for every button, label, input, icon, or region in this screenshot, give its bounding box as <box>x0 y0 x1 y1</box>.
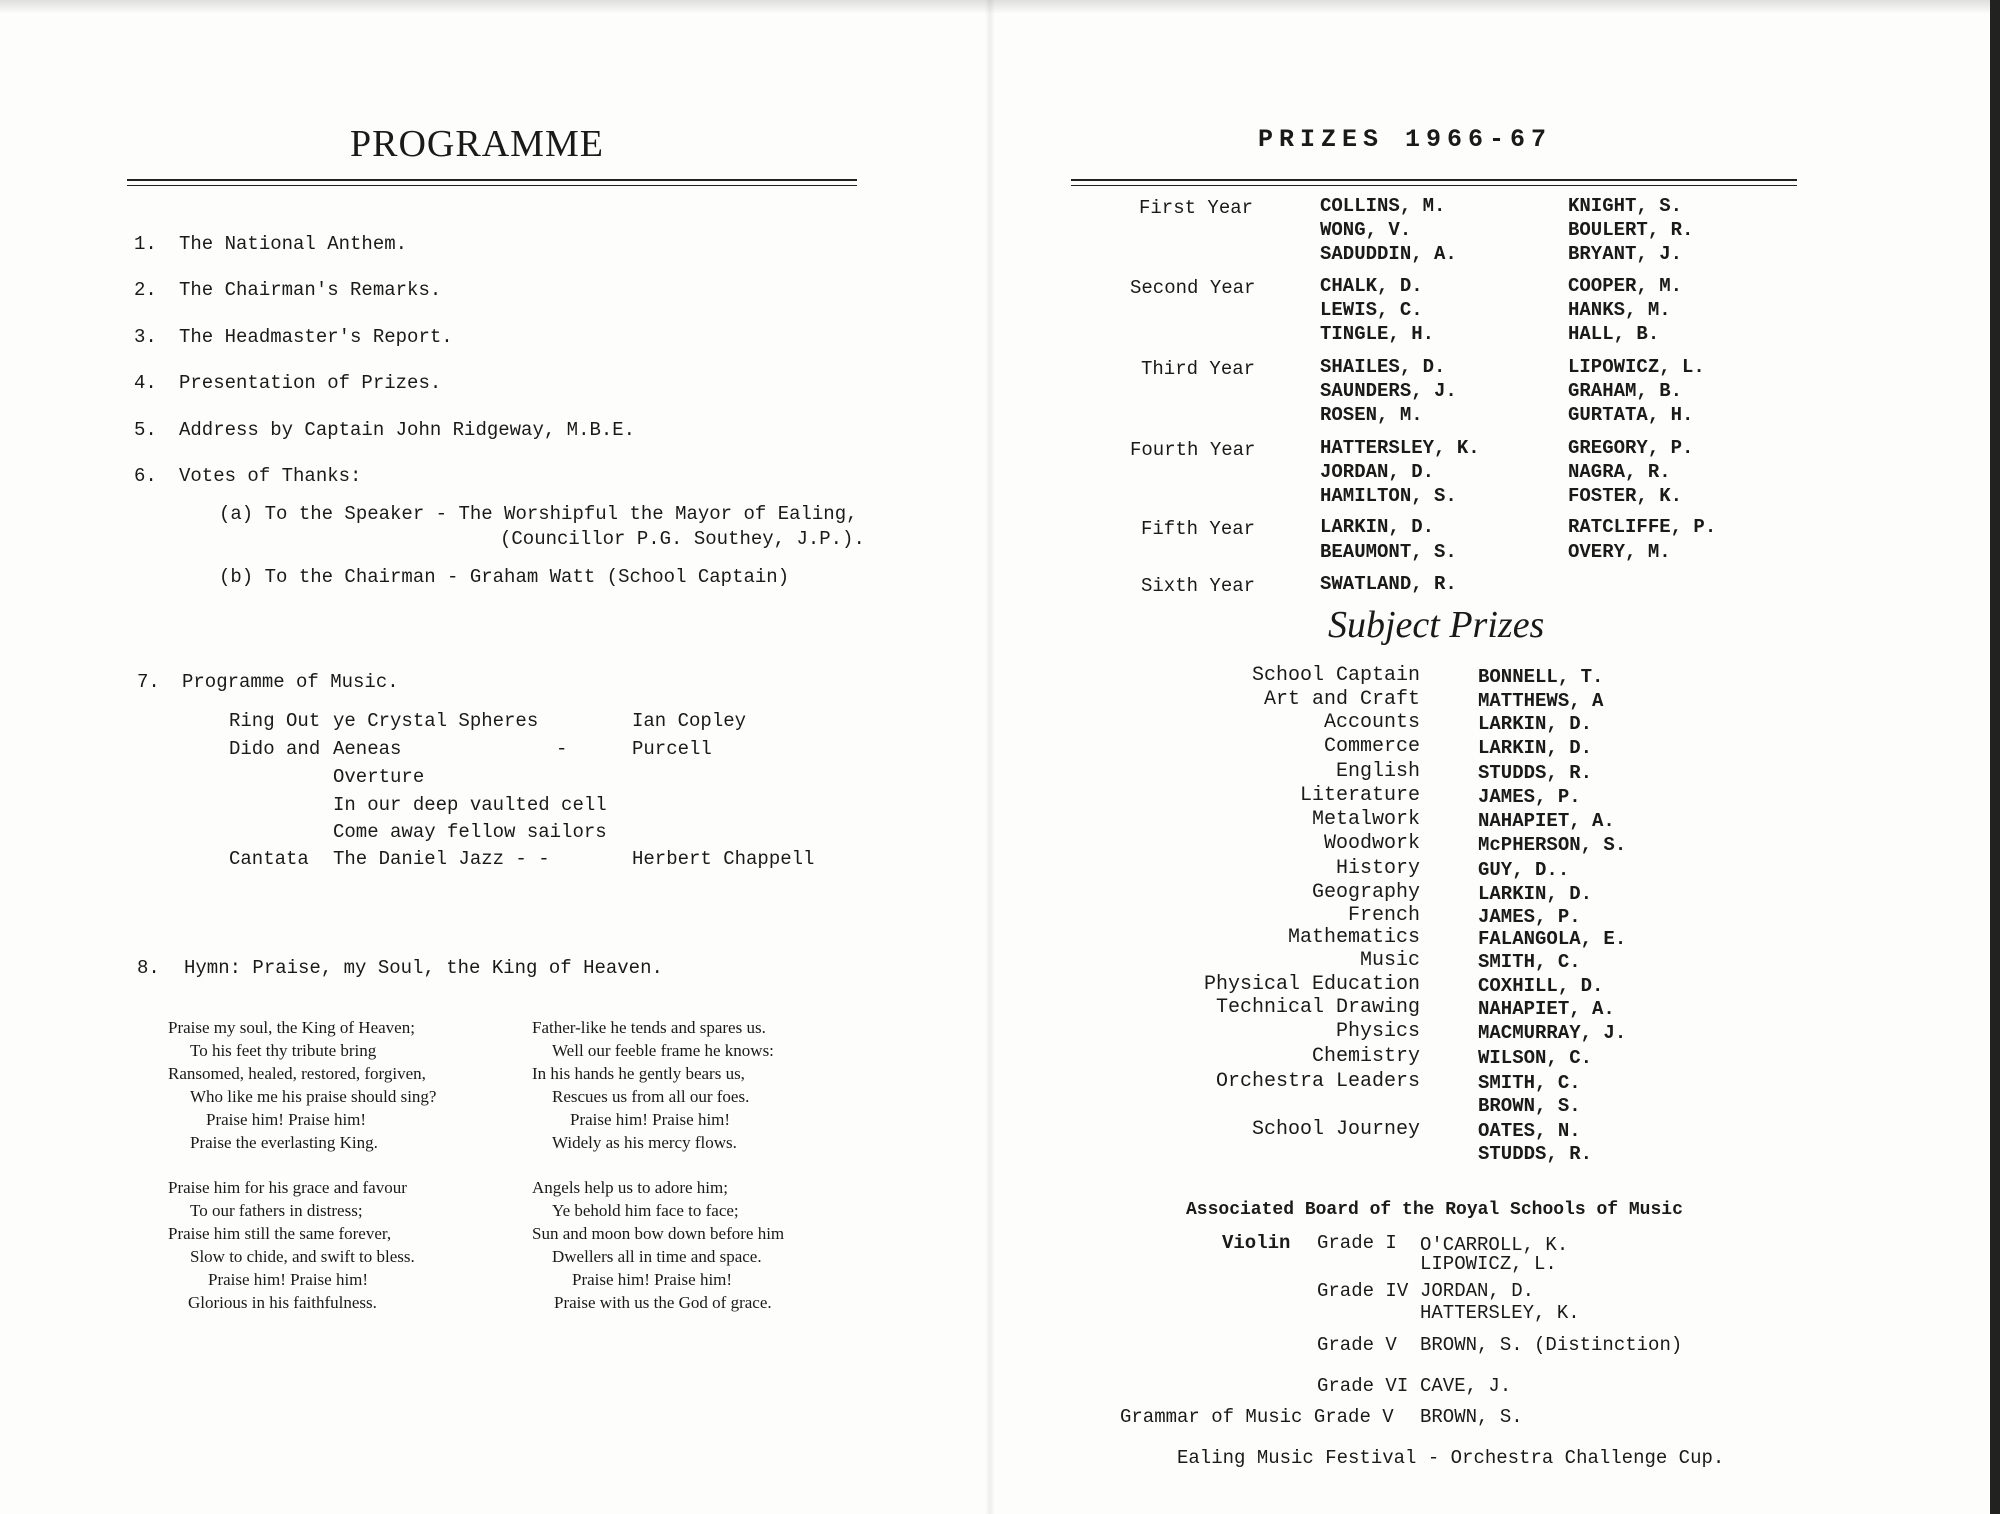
prize-name: GRAHAM, B. <box>1568 380 1683 402</box>
hymn-line: Praise him still the same forever, <box>168 1224 392 1243</box>
hymn-line: Praise him! Praise him! <box>208 1270 369 1289</box>
prize-name: RATCLIFFE, P. <box>1568 516 1717 538</box>
subject-winner: BONNELL, T. <box>1478 666 1604 688</box>
subject-label: Music <box>1359 949 1420 972</box>
prize-name: COLLINS, M. <box>1320 195 1446 217</box>
hymn-title: Hymn: Praise, my Soul, the King of Heaven. <box>184 957 663 979</box>
music-number: 7. <box>137 671 160 693</box>
subject-winner: BROWN, S. <box>1478 1095 1581 1117</box>
item-text: The Chairman's Remarks. <box>179 279 442 301</box>
page-shadow-top <box>0 0 2000 14</box>
subject-winner: MATTHEWS, A <box>1478 690 1604 712</box>
grade-name: JORDAN, D. <box>1420 1280 1535 1302</box>
prize-name: LARKIN, D. <box>1320 516 1435 538</box>
hymn-line: Who like me his praise should sing? <box>190 1087 437 1106</box>
music-col2: Aeneas <box>333 738 402 760</box>
subject-label: Art and Craft <box>1263 688 1420 711</box>
subject-winner: FALANGOLA, E. <box>1478 928 1627 950</box>
subject-winner: JAMES, P. <box>1478 906 1581 928</box>
prize-name: ROSEN, M. <box>1320 404 1423 426</box>
grade-name: BROWN, S. (Distinction) <box>1420 1334 1683 1356</box>
hymn-line: Praise him for his grace and favour <box>168 1178 407 1197</box>
prize-name: HANKS, M. <box>1568 299 1671 321</box>
hymn-line: Glorious in his faithfulness. <box>188 1293 377 1312</box>
subject-winner: OATES, N. <box>1478 1120 1581 1142</box>
year-label: Fourth Year <box>1130 439 1256 461</box>
subject-winner: McPHERSON, S. <box>1478 834 1627 856</box>
music-col2: In our deep vaulted cell <box>333 794 607 816</box>
subject-label: Physical Education <box>1203 973 1420 996</box>
year-label: Second Year <box>1130 277 1256 299</box>
title-rule-top <box>127 179 857 181</box>
subject-winner: STUDDS, R. <box>1478 762 1593 784</box>
item-text: The Headmaster's Report. <box>179 326 453 348</box>
title-rule-bottom <box>127 185 857 186</box>
grade-label: Grade VI <box>1317 1375 1409 1397</box>
prize-name: KNIGHT, S. <box>1568 195 1683 217</box>
subject-winner: SMITH, C. <box>1478 951 1581 973</box>
grammar-label: Grammar of Music Grade V <box>1120 1406 1394 1428</box>
hymn-line: Rescues us from all our foes. <box>552 1087 750 1106</box>
subject-winner: GUY, D.. <box>1478 859 1570 881</box>
music-col4: Purcell <box>632 738 712 760</box>
hymn-line: Praise him! Praise him! <box>206 1110 367 1129</box>
programme-title: PROGRAMME <box>350 123 604 165</box>
item-number: 4. <box>134 372 157 394</box>
prize-name: NAGRA, R. <box>1568 461 1671 483</box>
hymn-line: Ye behold him face to face; <box>552 1201 739 1220</box>
music-col2: Come away fellow sailors <box>333 821 607 843</box>
subject-winner: COXHILL, D. <box>1478 975 1604 997</box>
subject-label: Physics <box>1335 1020 1420 1043</box>
grade-label: Grade I <box>1317 1232 1397 1254</box>
thanks-a-line1: (a) To the Speaker - The Worshipful the Mayor of Ealing, <box>219 503 858 525</box>
hymn-line: Dwellers all in time and space. <box>552 1247 762 1266</box>
prize-name: BRYANT, J. <box>1568 243 1683 265</box>
item-number: 2. <box>134 279 157 301</box>
subject-winner: STUDDS, R. <box>1478 1143 1593 1165</box>
music-col1: Dido and <box>229 738 321 760</box>
item-number: 3. <box>134 326 157 348</box>
thanks-a-line2: (Councillor P.G. Southey, J.P.). <box>500 528 865 550</box>
hymn-line: To his feet thy tribute bring <box>190 1041 377 1060</box>
item-text: Address by Captain John Ridgeway, M.B.E. <box>179 419 636 441</box>
prize-name: BOULERT, R. <box>1568 219 1694 241</box>
subject-winner: JAMES, P. <box>1478 786 1581 808</box>
item-text: Votes of Thanks: <box>179 465 362 487</box>
grammar-name: BROWN, S. <box>1420 1406 1523 1428</box>
hymn-line: Ransomed, healed, restored, forgiven, <box>168 1064 426 1083</box>
item-number: 6. <box>134 465 157 487</box>
subject-winner: WILSON, C. <box>1478 1047 1593 1069</box>
subject-label: History <box>1335 857 1420 880</box>
hymn-line: Sun and moon bow down before him <box>532 1224 785 1243</box>
year-label: First Year <box>1139 197 1254 219</box>
page-edge <box>1990 0 2000 1514</box>
music-title: Programme of Music. <box>182 671 399 693</box>
prizes-title: PRIZES 1966-67 <box>1258 125 1553 154</box>
subject-label: Chemistry <box>1311 1045 1420 1068</box>
music-col2: The Daniel Jazz - - <box>333 848 550 870</box>
prize-name: CHALK, D. <box>1320 275 1423 297</box>
subject-label: Accounts <box>1323 711 1420 734</box>
prize-name: SADUDDIN, A. <box>1320 243 1457 265</box>
prize-name: OVERY, M. <box>1568 541 1671 563</box>
grade-label: Grade V <box>1317 1334 1397 1356</box>
prize-name: HALL, B. <box>1568 323 1660 345</box>
subject-winner: LARKIN, D. <box>1478 713 1593 735</box>
prize-name: LEWIS, C. <box>1320 299 1423 321</box>
item-text: Presentation of Prizes. <box>179 372 442 394</box>
year-label: Third Year <box>1141 358 1256 380</box>
prize-name: WONG, V. <box>1320 219 1412 241</box>
prize-name: SHAILES, D. <box>1320 356 1446 378</box>
subject-prizes-title: Subject Prizes <box>1328 604 1545 646</box>
subject-label: Technical Drawing <box>1215 996 1420 1019</box>
hymn-line: Widely as his mercy flows. <box>552 1133 737 1152</box>
music-col3: - <box>556 738 568 760</box>
prize-name: GREGORY, P. <box>1568 437 1694 459</box>
music-col2: Overture <box>333 766 425 788</box>
subject-label: School Journey <box>1251 1118 1420 1141</box>
hymn-line: To our fathers in distress; <box>190 1201 363 1220</box>
subject-winner: NAHAPIET, A. <box>1478 998 1615 1020</box>
festival-line: Ealing Music Festival - Orchestra Challenge Cup. <box>1177 1447 1725 1469</box>
board-title: Associated Board of the Royal Schools of Music <box>1186 1200 1683 1220</box>
subject-label: Literature <box>1299 784 1420 807</box>
hymn-number: 8. <box>137 957 160 979</box>
hymn-line: Praise my soul, the King of Heaven; <box>168 1018 415 1037</box>
grade-name: CAVE, J. <box>1420 1375 1512 1397</box>
prize-name: TINGLE, H. <box>1320 323 1435 345</box>
hymn-verse-1 <box>168 1016 436 1154</box>
music-col4: Ian Copley <box>632 710 747 732</box>
subject-label: English <box>1335 760 1420 783</box>
subject-label: School Captain <box>1251 664 1420 687</box>
prize-name: BEAUMONT, S. <box>1320 541 1457 563</box>
music-col1: Ring Out <box>229 710 321 732</box>
hymn-line: Slow to chide, and swift to bless. <box>190 1247 415 1266</box>
hymn-line: Angels help us to adore him; <box>532 1178 728 1197</box>
prize-name: LIPOWICZ, L. <box>1568 356 1705 378</box>
subject-winner: SMITH, C. <box>1478 1072 1581 1094</box>
subject-label: Woodwork <box>1323 832 1420 855</box>
subject-label: Mathematics <box>1287 926 1420 949</box>
grade-label: Grade IV <box>1317 1280 1409 1302</box>
violin-label: Violin <box>1222 1232 1291 1254</box>
music-col4: Herbert Chappell <box>632 848 815 870</box>
hymn-line: Praise the everlasting King. <box>190 1133 378 1152</box>
year-label: Sixth Year <box>1141 575 1256 597</box>
prizes-rule-bottom <box>1071 185 1797 186</box>
hymn-line: Praise with us the God of grace. <box>554 1293 772 1312</box>
item-number: 1. <box>134 233 157 255</box>
page-fold <box>985 0 995 1514</box>
hymn-line: Praise him! Praise him! <box>572 1270 733 1289</box>
subject-label: Commerce <box>1323 735 1420 758</box>
hymn-line: Praise him! Praise him! <box>570 1110 731 1129</box>
subject-label: Metalwork <box>1311 808 1420 831</box>
subject-label: Orchestra Leaders <box>1215 1070 1420 1093</box>
hymn-line: In his hands he gently bears us, <box>532 1064 745 1083</box>
subject-winner: LARKIN, D. <box>1478 737 1593 759</box>
music-col1: Cantata <box>229 848 309 870</box>
prize-name: HAMILTON, S. <box>1320 485 1457 507</box>
hymn-line: Father-like he tends and spares us. <box>532 1018 766 1037</box>
prize-name: GURTATA, H. <box>1568 404 1694 426</box>
prizes-rule-top <box>1071 179 1797 181</box>
prize-name: SWATLAND, R. <box>1320 573 1457 595</box>
hymn-verse-2 <box>532 1016 774 1154</box>
prize-name: COOPER, M. <box>1568 275 1683 297</box>
item-text: The National Anthem. <box>179 233 408 255</box>
music-col2: ye Crystal Spheres <box>333 710 539 732</box>
prize-name: FOSTER, K. <box>1568 485 1683 507</box>
thanks-b: (b) To the Chairman - Graham Watt (School Captain) <box>219 566 790 588</box>
hymn-verse-3 <box>168 1176 415 1314</box>
subject-label: French <box>1347 904 1420 927</box>
prize-name: SAUNDERS, J. <box>1320 380 1457 402</box>
hymn-line: Well our feeble frame he knows: <box>552 1041 774 1060</box>
subject-winner: NAHAPIET, A. <box>1478 810 1615 832</box>
grade-name: LIPOWICZ, L. <box>1420 1253 1557 1275</box>
prize-name: JORDAN, D. <box>1320 461 1435 483</box>
hymn-verse-4 <box>532 1176 784 1314</box>
subject-winner: MACMURRAY, J. <box>1478 1022 1627 1044</box>
year-label: Fifth Year <box>1141 518 1256 540</box>
grade-name: O'CARROLL, K. <box>1420 1234 1569 1256</box>
subject-label: Geography <box>1311 881 1420 904</box>
item-number: 5. <box>134 419 157 441</box>
grade-name: HATTERSLEY, K. <box>1420 1302 1580 1324</box>
subject-winner: LARKIN, D. <box>1478 883 1593 905</box>
prize-name: HATTERSLEY, K. <box>1320 437 1480 459</box>
